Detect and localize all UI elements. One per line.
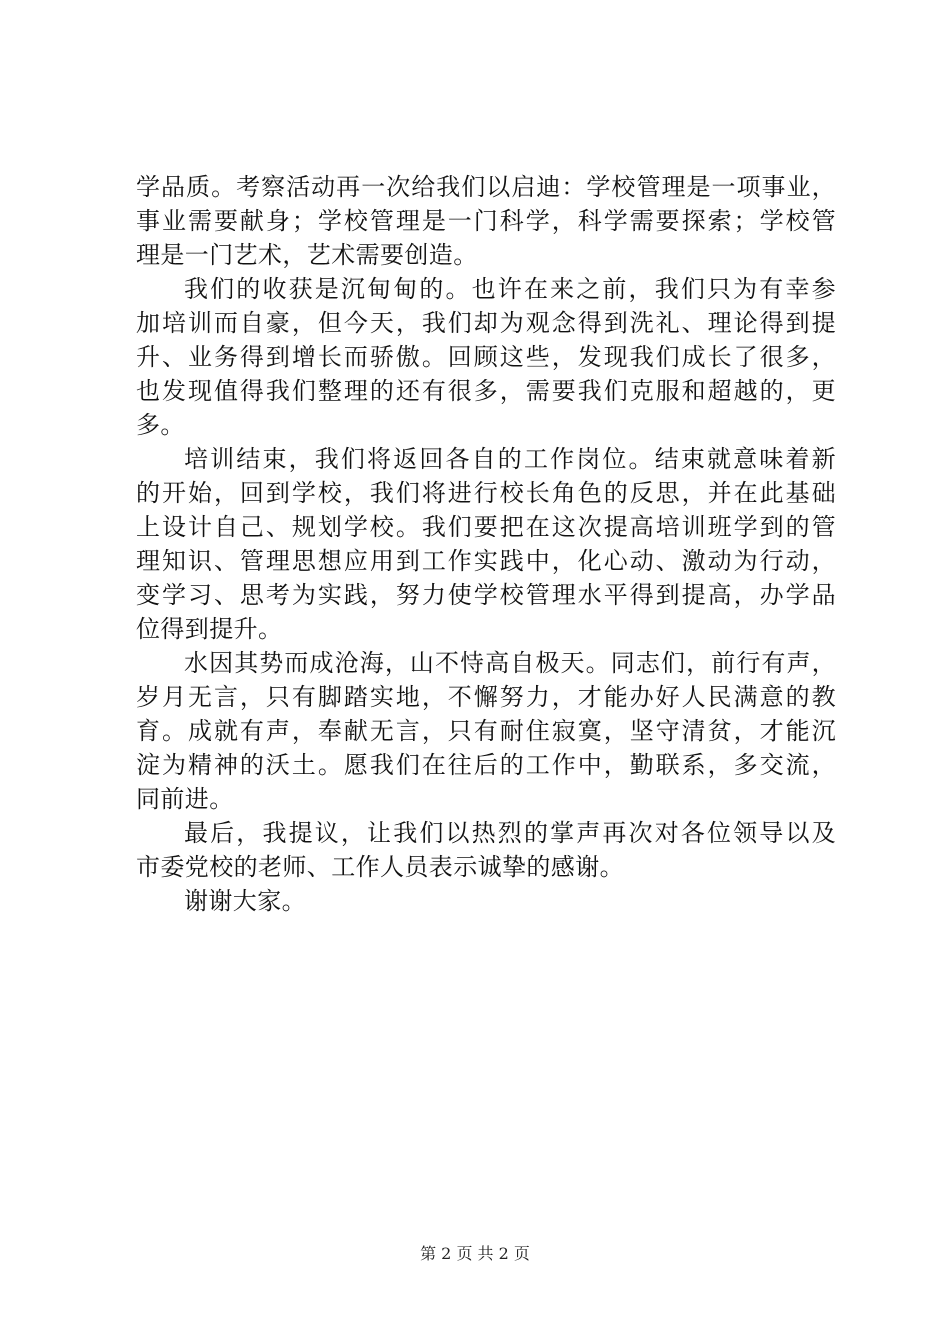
text-line: 位得到提升。 — [136, 615, 283, 643]
text-line: 我们的收获是沉甸甸的。也许在来之前，我们只为有幸参 — [184, 275, 836, 303]
text-line: 也发现值得我们整理的还有很多，需要我们克服和超越的，更 — [136, 377, 836, 405]
text-line: 上设计自己、规划学校。我们要把在这次提高培训班学到的管 — [136, 513, 836, 541]
text-line: 最后，我提议，让我们以热烈的掌声再次对各位领导以及 — [184, 819, 836, 847]
text-line: 升、业务得到增长而骄傲。回顾这些，发现我们成长了很多， — [136, 343, 836, 371]
text-line: 育。成就有声，奉献无言，只有耐住寂寞，坚守清贫，才能沉 — [136, 717, 836, 745]
text-line: 淀为精神的沃土。愿我们在往后的工作中，勤联系，多交流， — [136, 751, 836, 779]
text-line: 的开始，回到学校，我们将进行校长角色的反思，并在此基础 — [136, 479, 836, 507]
text-line: 理是一门艺术，艺术需要创造。 — [136, 241, 478, 269]
document-body — [136, 170, 836, 918]
text-line: 变学习、思考为实践，努力使学校管理水平得到提高，办学品 — [136, 581, 836, 609]
text-line: 市委党校的老师、工作人员表示诚挚的感谢。 — [136, 853, 624, 881]
text-line: 水因其势而成沧海，山不恃高自极天。同志们，前行有声， — [184, 649, 836, 677]
text-line: 谢谢大家。 — [184, 887, 306, 915]
text-line: 同前进。 — [136, 785, 234, 813]
text-line: 理知识、管理思想应用到工作实践中，化心动、激动为行动， — [136, 547, 836, 575]
text-line: 学品质。考察活动再一次给我们以启迪：学校管理是一项事业， — [136, 173, 836, 201]
page-footer: 第 2 页 共 2 页 — [420, 1244, 530, 1263]
text-line: 加培训而自豪，但今天，我们却为观念得到洗礼、理论得到提 — [136, 309, 836, 337]
text-line: 事业需要献身；学校管理是一门科学，科学需要探索；学校管 — [136, 207, 836, 235]
text-line: 多。 — [136, 411, 185, 439]
text-line: 培训结束，我们将返回各自的工作岗位。结束就意味着新 — [184, 445, 836, 473]
text-line: 岁月无言，只有脚踏实地，不懈努力，才能办好人民满意的教 — [136, 683, 836, 711]
